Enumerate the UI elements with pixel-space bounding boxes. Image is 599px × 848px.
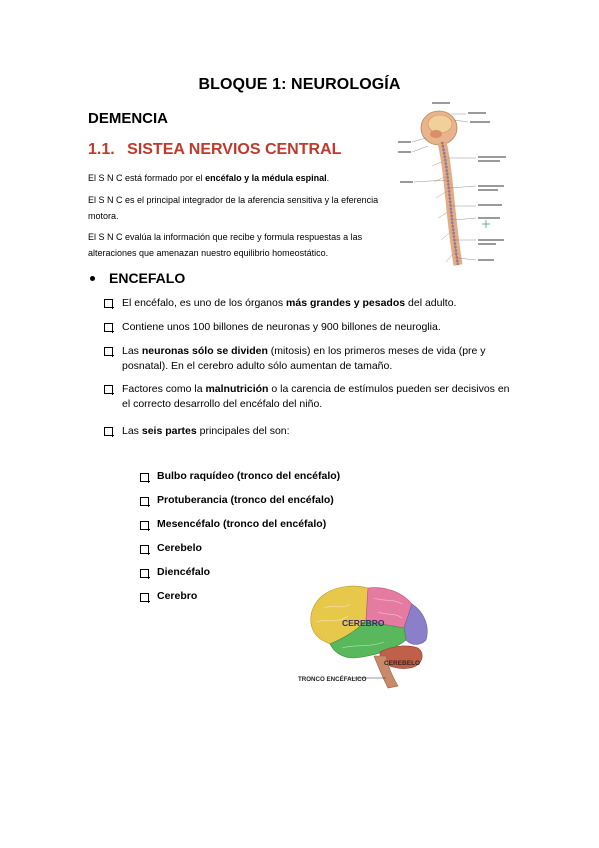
- bullet-dot-icon: [90, 276, 95, 281]
- item-bold: seis partes: [141, 425, 197, 437]
- document-title: BLOQUE 1: NEUROLOGÍA: [198, 76, 401, 93]
- heading-demencia: DEMENCIA: [88, 110, 169, 127]
- nervous-system-figure: [396, 100, 526, 275]
- item-text: o la carencia de estímulos pueden ser decisivos en el correcto desarrollo del encéfalo del niño.: [122, 383, 510, 410]
- list-item: [104, 382, 517, 412]
- intro-paragraph-3: [88, 229, 398, 261]
- item-text: Contiene unos 100 billones de neuronas y 900 billones de neuroglia.: [122, 321, 441, 333]
- label-tronco: TRONCO ENCÉFALICO: [298, 676, 367, 683]
- intro-text: El S N C está formado por el: [88, 173, 206, 183]
- intro-text: El S N C es el principal integrador de la aferencia sensitiva y la eferencia motora.: [88, 195, 379, 221]
- checkbox-icon: [140, 545, 149, 554]
- item-text: El encéfalo, es uno de los órganos: [122, 297, 287, 309]
- bullet-heading-text: ENCEFALO: [109, 270, 186, 286]
- intro-bold: encéfalo y la médula espinal: [205, 173, 327, 183]
- part-label: Cerebelo: [157, 542, 202, 554]
- checkbox-icon: [140, 497, 149, 506]
- item-bold: malnutrición: [205, 383, 269, 395]
- checkbox-icon: [140, 593, 149, 602]
- list-item: [140, 518, 326, 530]
- checkbox-icon: [104, 299, 113, 308]
- part-label: Diencéfalo: [157, 566, 211, 578]
- label-cerebro: CEREBRO: [342, 618, 385, 628]
- section-heading: [88, 141, 341, 159]
- checkbox-icon: [104, 347, 113, 356]
- list-item: [104, 296, 517, 311]
- item-text: principales del son:: [196, 425, 290, 437]
- brain-figure: [294, 580, 442, 690]
- checkbox-icon: [140, 521, 149, 530]
- list-item: [140, 494, 334, 506]
- section-number: 1.1.: [88, 141, 115, 158]
- item-text: Las: [122, 345, 142, 357]
- list-item: [104, 344, 517, 374]
- list-item: [140, 470, 340, 482]
- item-text: Las: [122, 425, 142, 437]
- checkbox-icon: [104, 427, 113, 436]
- list-item: [104, 424, 517, 439]
- list-item: [140, 542, 202, 554]
- item-bold: neuronas sólo se dividen: [141, 345, 268, 357]
- intro-text: .: [326, 173, 330, 183]
- checkbox-icon: [104, 385, 113, 394]
- checkbox-icon: [104, 323, 113, 332]
- list-item: [140, 566, 210, 578]
- list-item: [140, 590, 197, 602]
- checkbox-icon: [140, 473, 149, 482]
- part-label: Cerebro: [157, 590, 198, 602]
- list-item: [104, 320, 517, 335]
- item-text: Factores como la: [122, 383, 206, 395]
- intro-paragraph-1: [88, 170, 398, 186]
- item-bold: más grandes y pesados: [286, 297, 406, 309]
- checkbox-icon: [140, 569, 149, 578]
- part-label: Protuberancia (tronco del encéfalo): [157, 494, 334, 506]
- intro-paragraph-2: [88, 192, 398, 224]
- label-cerebelo: CEREBELO: [384, 660, 421, 667]
- item-text: del adulto.: [405, 297, 457, 309]
- bullet-heading-encefalo: [88, 270, 185, 286]
- part-label: Mesencéfalo (tronco del encéfalo): [157, 518, 327, 530]
- part-label: Bulbo raquídeo (tronco del encéfalo): [157, 470, 341, 482]
- intro-text: El S N C evalúa la información que recibe y formula respuestas a las alteraciones que amenazan nuestro equilibrio homeostático.: [88, 232, 363, 258]
- section-title: SISTEA NERVIOS CENTRAL: [127, 141, 342, 158]
- item-text: (mitosis) en los primeros meses de vida (pre y posnatal). En el cerebro adulto sólo aumentan de tamaño.: [122, 345, 486, 372]
